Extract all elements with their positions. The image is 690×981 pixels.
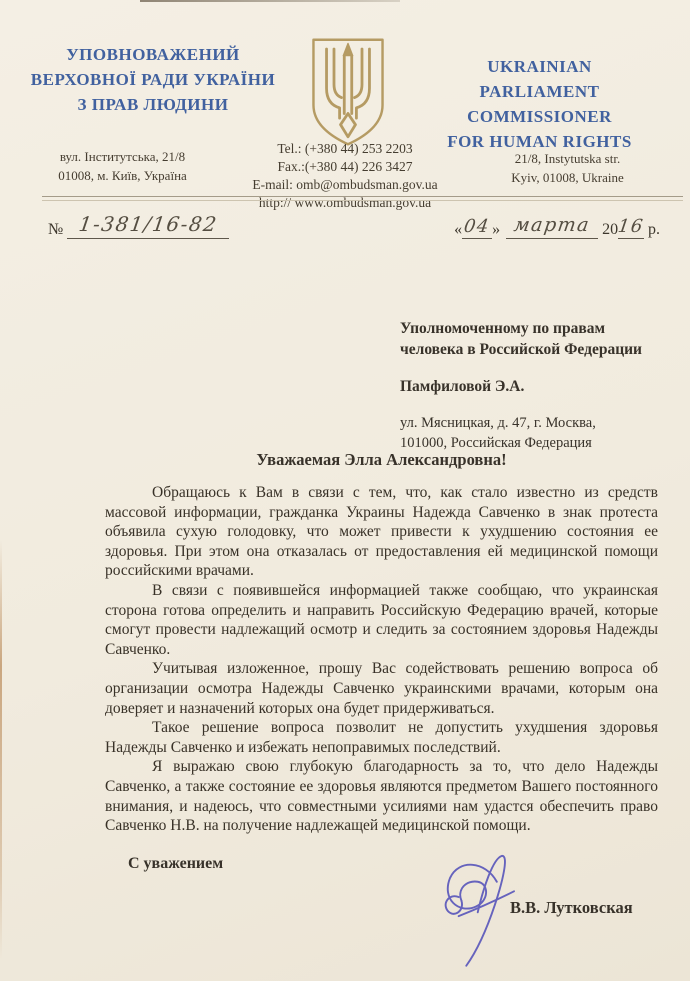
- recipient-name: Памфиловой Э.А.: [400, 378, 525, 395]
- letter-body: [105, 483, 658, 836]
- address-uk-line2: 01008, м. Київ, Україна: [58, 168, 187, 183]
- date-month-handwritten: марта: [512, 214, 592, 236]
- letterhead-divider: [42, 196, 683, 201]
- org-en-line3: FOR HUMAN RIGHTS: [447, 132, 632, 151]
- reference-number: [48, 212, 229, 239]
- letterhead: [0, 36, 690, 154]
- reference-number-label: №: [48, 221, 64, 238]
- org-name-english: [415, 36, 665, 154]
- address-english: [470, 140, 665, 187]
- signatory-name: В.В. Лутковская: [510, 898, 633, 917]
- contact-website: http:// www.ombudsman.gov.ua: [258, 195, 432, 210]
- org-en-line1: UKRAINIAN: [487, 57, 592, 76]
- recipient-block: [400, 318, 642, 453]
- recipient-title-line1: Уполномоченному по правам: [400, 320, 606, 337]
- reference-row: [48, 212, 660, 239]
- org-uk-line1: УПОВНОВАЖЕНИЙ: [66, 45, 240, 64]
- date-year-prefix: 20: [602, 221, 619, 238]
- date-year-suffix: р.: [648, 221, 660, 238]
- scan-artifact-left-edge: [0, 540, 2, 960]
- contact-tel: Tel.: (+380 44) 253 2203: [277, 141, 413, 156]
- address-uk-line1: вул. Інститутська, 21/8: [59, 149, 186, 164]
- body-paragraph-3: Учитывая изложенное, прошу Вас содействовать решению вопроса об организации осмотра Надежды Савченко украинскими врачами, которым она доверяет и назначений которых она будет придерживаться.: [105, 660, 658, 717]
- ukraine-trident-icon: [306, 36, 390, 148]
- contact-row: [0, 140, 690, 212]
- date-field: [454, 214, 660, 239]
- address-en-line1: 21/8, Instytutska str.: [514, 151, 621, 166]
- closing-phrase: С уважением: [128, 855, 224, 872]
- date-year-handwritten: 16: [616, 216, 646, 237]
- signature-block: [420, 840, 670, 980]
- date-close-quote: »: [492, 221, 501, 238]
- org-uk-line2: ВЕРХОВНОЇ РАДИ УКРАЇНИ: [30, 70, 276, 89]
- org-en-line2: PARLIAMENT COMMISSIONER: [467, 82, 612, 126]
- org-name-ukrainian: [26, 36, 281, 117]
- body-paragraph-4: Такое решение вопроса позволит не допустить ухудшения здоровья Надежды Савченко и избежать непоправимых последствий.: [105, 719, 658, 756]
- salutation: Уважаемая Элла Александровна!: [256, 450, 507, 469]
- reference-number-value-handwritten: 1-381/16-82: [77, 212, 220, 236]
- contact-email: E-mail: omb@ombudsman.gov.ua: [252, 177, 438, 192]
- contact-fax: Fax.:(+380 44) 226 3427: [277, 159, 413, 174]
- scan-artifact-top-edge: [140, 0, 400, 2]
- org-uk-line3: З ПРАВ ЛЮДИНИ: [77, 95, 229, 114]
- body-paragraph-2: В связи с появившейся информацией также сообщаю, что украинская сторона готова определить и направить Российскую Федерацию врачей, которые смогут провести надлежащий осмотр и следить за состоянием здоровья Надежды Савченко.: [105, 581, 658, 658]
- body-paragraph-5: Я выражаю свою глубокую благодарность за то, что дело Надежды Савченко, а также состояние ее здоровья являются предметом Вашего постоянного внимания, и надеюсь, что совместными усилиями нам удастся обеспечить право Савченко Н.В. на получение надлежащей медицинской помощи.: [105, 758, 658, 835]
- recipient-address-line2: 101000, Российская Федерация: [400, 435, 592, 451]
- address-en-line2: Kyiv, 01008, Ukraine: [511, 170, 624, 185]
- contact-details: [220, 140, 470, 212]
- date-day-handwritten: 04: [462, 216, 492, 237]
- recipient-address: [400, 413, 642, 453]
- body-paragraph-1: Обращаюсь к Вам в связи с тем, что, как стало известно из средств массовой информации, гражданка Украины Надежда Савченко в знак протеста объявила сухую голодовку, что может привести к ухудшению состояния ее здоровья. При этом она отказалась от предоставления ей медицинской помощи российскими врачами.: [105, 484, 658, 580]
- emblem-wrap: [281, 36, 415, 148]
- recipient-address-line1: ул. Мясницкая, д. 47, г. Москва,: [400, 415, 596, 431]
- date-open-quote: «: [454, 221, 463, 238]
- address-ukrainian: [25, 140, 220, 185]
- recipient-title-line2: человека в Российской Федерации: [400, 341, 642, 358]
